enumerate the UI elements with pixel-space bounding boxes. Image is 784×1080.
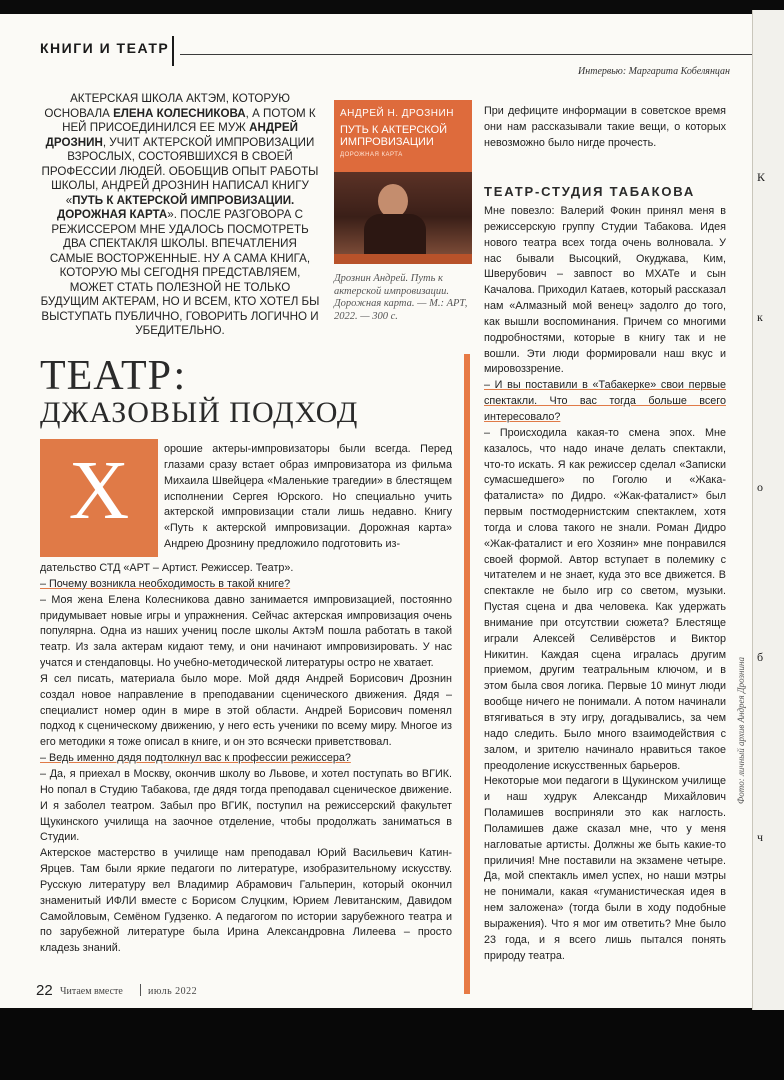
intro-paragraph: орошие актеры-импровизаторы были всегда. Перед глазами сразу встает образ импровизатора из фильма Михаила Швейцера «Маленькие трагедии» в блестящем исполнении Сергея Юрского. Но специально учить актерской импровизации стали лишь недавно. Книгу «Путь к актерской импровизации. Дорожная карта» Андрею Дрознину предложило подготовить из- xyxy=(164,443,452,551)
magazine-page xyxy=(0,14,752,1008)
headline-line-2: ДЖАЗОВЫЙ ПОДХОД xyxy=(40,396,359,429)
paragraph: дательство СТД «АРТ – Артист. Режиссер. Театр». xyxy=(40,562,294,574)
header-rule xyxy=(180,54,752,55)
paragraph: – Происходила какая-то смена эпох. Мне казалось, что надо иначе делать спектакли, что-то искать. Я как режиссер сделал «Записки сумасшедшего» по Гоголю и «Жака-фаталиста» по Дидро. «Жак-фаталист» был первым постмодернистским спектаклем, хотя тогда и слова такого не знали. Роман Дидро «Жак-фаталист и его Хозяин» мне понравился своей формой. Автор вступает в полемику с читателем и не знает, куда это все движется. В спектакле не было игр со светом, музыки. Пустая сцена и два человека. Как удержать внимание при отсутствии сюжета? Блестяще играли Алексей Селивёрстов и Виктор Никитин. Каждая сцена игралась другим приемом, другим театральным ключом, и в этом была своя логика. Первые 10 минут люди вообще ничего не понимали. А потом начинали втягиваться в эту игру, догадывались, за чем надо следить. Было много взаимодействия с залом, и зрителю начинало нравиться такое преодоление искусственных барьеров. xyxy=(484,426,726,772)
left-column xyxy=(40,561,452,957)
next-page-letter: о xyxy=(757,480,763,494)
lead-book-title: ПУТЬ К АКТЕРСКОЙ ИМПРОВИЗАЦИИ. ДОРОЖНАЯ КАРТА xyxy=(57,193,295,221)
book-cover-title: ПУТЬ К АКТЕРСКОЙ ИМПРОВИЗАЦИИ xyxy=(340,124,448,148)
book-cover-strip xyxy=(334,254,472,264)
next-page-letter: ч xyxy=(757,830,764,844)
magazine-name: Читаем вместе xyxy=(60,986,123,997)
interview-question: – Ведь именно дядя подтолкнул вас к профессии режиссера? xyxy=(40,752,351,765)
paragraph: Я сел писать, материала было море. Мой дядя Андрей Борисович Дрознин создал новое направление в преподавании сценического движения. Дядя – специалист номер один в мире в этой области. Андрей Борисович поменял подход к сценическому движению, у него есть ученики по всему миру. Многое из его методики я тоже описал в книге, и он это всячески приветствовал. xyxy=(40,672,452,749)
next-page-letter: К xyxy=(757,170,766,184)
paragraph: Некоторые мои педагоги в Щукинском училище и наш худрук Александр Михайлович Поламишев восприняли это как наглость. Поламишев даже сказал мне, что у меня нагловатые артисты. Должны же быть какие-то приличия! Мне поставили на экзамене четыре. Да, мой спектакль имел успех, но наши мэтры не понимали, какая «гуманистическая идея в нем заложена» (тогда были в ходу подобные выражения). Что я мог им ответить? Мне было 23 года, и я всего лишь пытался понять природу театра. xyxy=(484,775,726,962)
book-caption: Дрознин Андрей. Путь к актерской импровизации. Дорожная карта. — М.: АРТ, 2022. — 300 с. xyxy=(334,273,468,322)
section-divider xyxy=(172,36,174,66)
book-cover-author: АНДРЕЙ Н. ДРОЗНИН xyxy=(340,108,454,119)
photo-credit: Фото: личный архив Андрея Дрознина xyxy=(736,657,746,804)
issue-date: июль 2022 xyxy=(148,986,198,997)
paragraph: – Да, я приехал в Москву, окончив школу во Львове, и хотел поступать во ВГИК. Но попал в Студию Табакова, где дядя тогда преподавал сценическое движение. И я заболел театром. Забыл про ВГИК, поступил на режиссерский факультет Щукинского училища на заочное отделение, чтобы продолжать заниматься в Студии. xyxy=(40,767,452,844)
right-column xyxy=(484,204,726,965)
column-divider xyxy=(464,354,470,994)
paragraph: Мне повезло: Валерий Фокин принял меня в режиссерскую группу Студии Табакова. Идея нового театра всех тогда очень волновала. У нас бывали Высоцкий, Окуджава, Ким, Шверубович – завпост во МХАТе и сын Качалова. Приходил Катаев, который рассказал нам «Алмазный мой венец» задолго до того, как вышли воспоминания. Причем со многими подробностями, которые в книгу так и не вошли. Эти люди формировали наш вкус и мировоззрение. xyxy=(484,205,726,376)
right-top-paragraph: При дефиците информации в советское время они нам рассказывали такие вещи, о которых невозможно было нигде прочесть. xyxy=(484,105,726,149)
interview-question: – И вы поставили в «Табакерке» свои первые спектакли. Что вас тогда больше всего интересовало? xyxy=(484,379,726,423)
lead-name-2: АНДРЕЙ ДРОЗНИН xyxy=(45,121,298,149)
footer-separator xyxy=(140,984,141,996)
section-title: КНИГИ И ТЕАТР xyxy=(40,40,170,56)
drop-cap: Х xyxy=(40,439,158,557)
headline-line-1: ТЕАТР: xyxy=(40,353,187,399)
paragraph: – Моя жена Елена Колесникова давно занимается импровизацией, постоянно придумывает новые игры и упражнения. Сейчас актерская импровизация очень популярна. Одна из наших учениц после школы АктэМ пошла работать в такой театр. Из зала актерам кидают тему, и они начинают импровизировать. У нас учатся и стендаповцы. Но учебно-методической литературы остро не хватает. xyxy=(40,593,452,670)
next-page-letter: б xyxy=(757,650,764,664)
scan-background xyxy=(0,1010,784,1080)
subheading: ТЕАТР-СТУДИЯ ТАБАКОВА xyxy=(484,184,696,199)
paragraph: Актерское мастерство в училище нам преподавал Юрий Васильевич Катин-Ярцев. Там были яркие педагоги по литературе, изобразительному искусству. Русскую литературу вел Владимир Абрамович Гальперин, который окончил знаменитый ИФЛИ вместе с Борисом Слуцким, Юрием Левитанским, Давидом Самойловым, Семёном Гудзенко. А педагогом по истории зарубежного театра и по зарубежной литературе была Ирина Александровна Лилеева – просто кладезь знаний. xyxy=(40,847,452,955)
book-cover xyxy=(334,100,472,264)
next-page-letter: к xyxy=(757,310,763,324)
interview-question: – Почему возникла необходимость в такой книге? xyxy=(40,577,291,590)
page-number: 22 xyxy=(36,982,53,999)
next-page-edge xyxy=(752,10,784,1010)
book-cover-subtitle: ДОРОЖНАЯ КАРТА xyxy=(340,152,403,158)
lead-paragraph: АКТЕРСКАЯ ШКОЛА АКТЭМ, КОТОРУЮ ОСНОВАЛА ЕЛЕНА КОЛЕСНИКОВА, А ПОТОМ К НЕЙ ПРИСОЕДИНИЛСЯ ЕЕ МУЖ АНДРЕЙ ДРОЗНИН, УЧИТ АКТЕРСКОЙ ИМПРОВИЗАЦИИ ВЗРОСЛЫХ, СОСТОЯВШИХСЯ В СВОЕЙ ПРОФЕССИИ ЛЮДЕЙ. ОБОБЩИВ ОПЫТ РАБОТЫ ШКОЛЫ, АНДРЕЙ ДРОЗНИН НАПИСАЛ КНИГУ «ПУТЬ К АКТЕРСКОЙ ИМПРОВИЗАЦИИ. ДОРОЖНАЯ КАРТА». ПОСЛЕ РАЗГОВОРА С РЕЖИССЕРОМ МНЕ УДАЛОСЬ ПОСМОТРЕТЬ ДВА СПЕКТАКЛЯ ШКОЛЫ. ВПЕЧАТЛЕНИЯ САМЫЕ ВОСТОРЖЕННЫЕ. НУ А САМА КНИГА, КОТОРУЮ МЫ СЕГОДНЯ ПРЕДСТАВЛЯЕМ, МОЖЕТ СТАТЬ ПОЛЕЗНОЙ НЕ ТОЛЬКО БУДУЩИМ АКТЕРАМ, НО И ВСЕМ, КТО ХОТЕЛ БЫ ВЫСТУПАТЬ ПУБЛИЧНО, ГОВОРИТЬ ЛОГИЧНО И УБЕДИТЕЛЬНО. xyxy=(40,92,320,337)
book-cover-photo xyxy=(334,172,472,254)
interview-credit: Интервью: Маргарита Кобелянцан xyxy=(578,66,730,77)
lead-name-1: ЕЛЕНА КОЛЕСНИКОВА xyxy=(113,106,246,120)
